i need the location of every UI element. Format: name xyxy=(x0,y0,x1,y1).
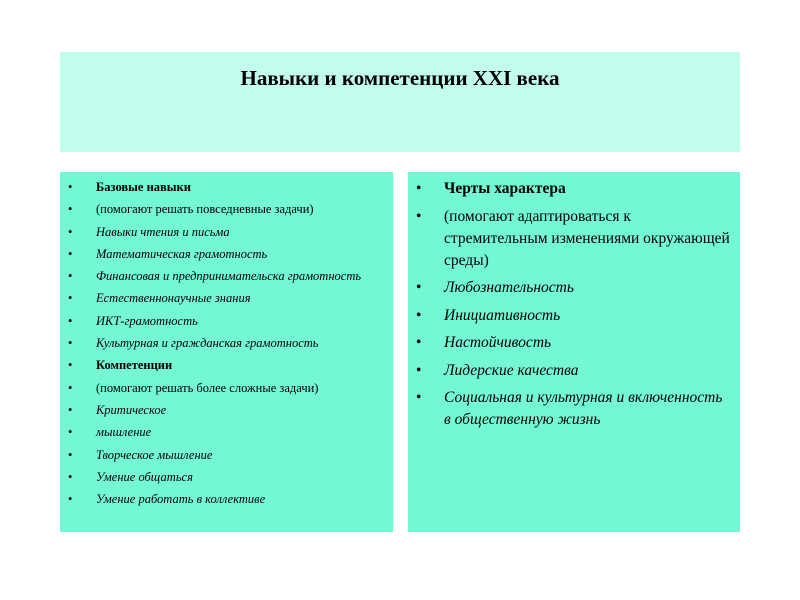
list-item: • Лидерские качества xyxy=(414,360,732,382)
list-item: • Финансовая и предпринимательска грамотность xyxy=(66,267,385,285)
list-item: • Математическая грамотность xyxy=(66,245,385,263)
left-panel xyxy=(60,172,393,532)
list-item: • Умение общаться xyxy=(66,468,385,486)
list-item: • Творческое мышление xyxy=(66,446,385,464)
list-item: • (помогают решать более сложные задачи) xyxy=(66,379,385,397)
list-item: • Социальная и культурная и включенность в общественную жизнь xyxy=(414,387,732,431)
list-item: • Естественнонаучные знания xyxy=(66,289,385,307)
right-panel xyxy=(408,172,740,532)
list-item: • (помогают решать повседневные задачи) xyxy=(66,200,385,218)
left-bullet-list xyxy=(66,178,385,508)
list-item-competencies-heading: • Компетенции xyxy=(66,356,385,374)
list-item: • ИКТ-грамотность xyxy=(66,312,385,330)
title-box xyxy=(60,52,740,152)
list-item-character-traits-heading: • Черты характера xyxy=(414,178,732,200)
list-item: • Культурная и гражданская грамотность xyxy=(66,334,385,352)
list-item: • Умение работать в коллективе xyxy=(66,490,385,508)
list-item: • Любознательность xyxy=(414,277,732,299)
list-item: • мышление xyxy=(66,423,385,441)
right-bullet-list xyxy=(414,178,732,431)
list-item: • Инициативность xyxy=(414,305,732,327)
list-item: • Навыки чтения и письма xyxy=(66,223,385,241)
list-item: • (помогают адаптироваться к стремительным изменениями окружающей среды) xyxy=(414,206,732,272)
list-item-basic-skills-heading: • Базовые навыки xyxy=(66,178,385,196)
slide-title: Навыки и компетенции XXI века xyxy=(240,66,560,90)
list-item: • Критическое xyxy=(66,401,385,419)
list-item: • Настойчивость xyxy=(414,332,732,354)
